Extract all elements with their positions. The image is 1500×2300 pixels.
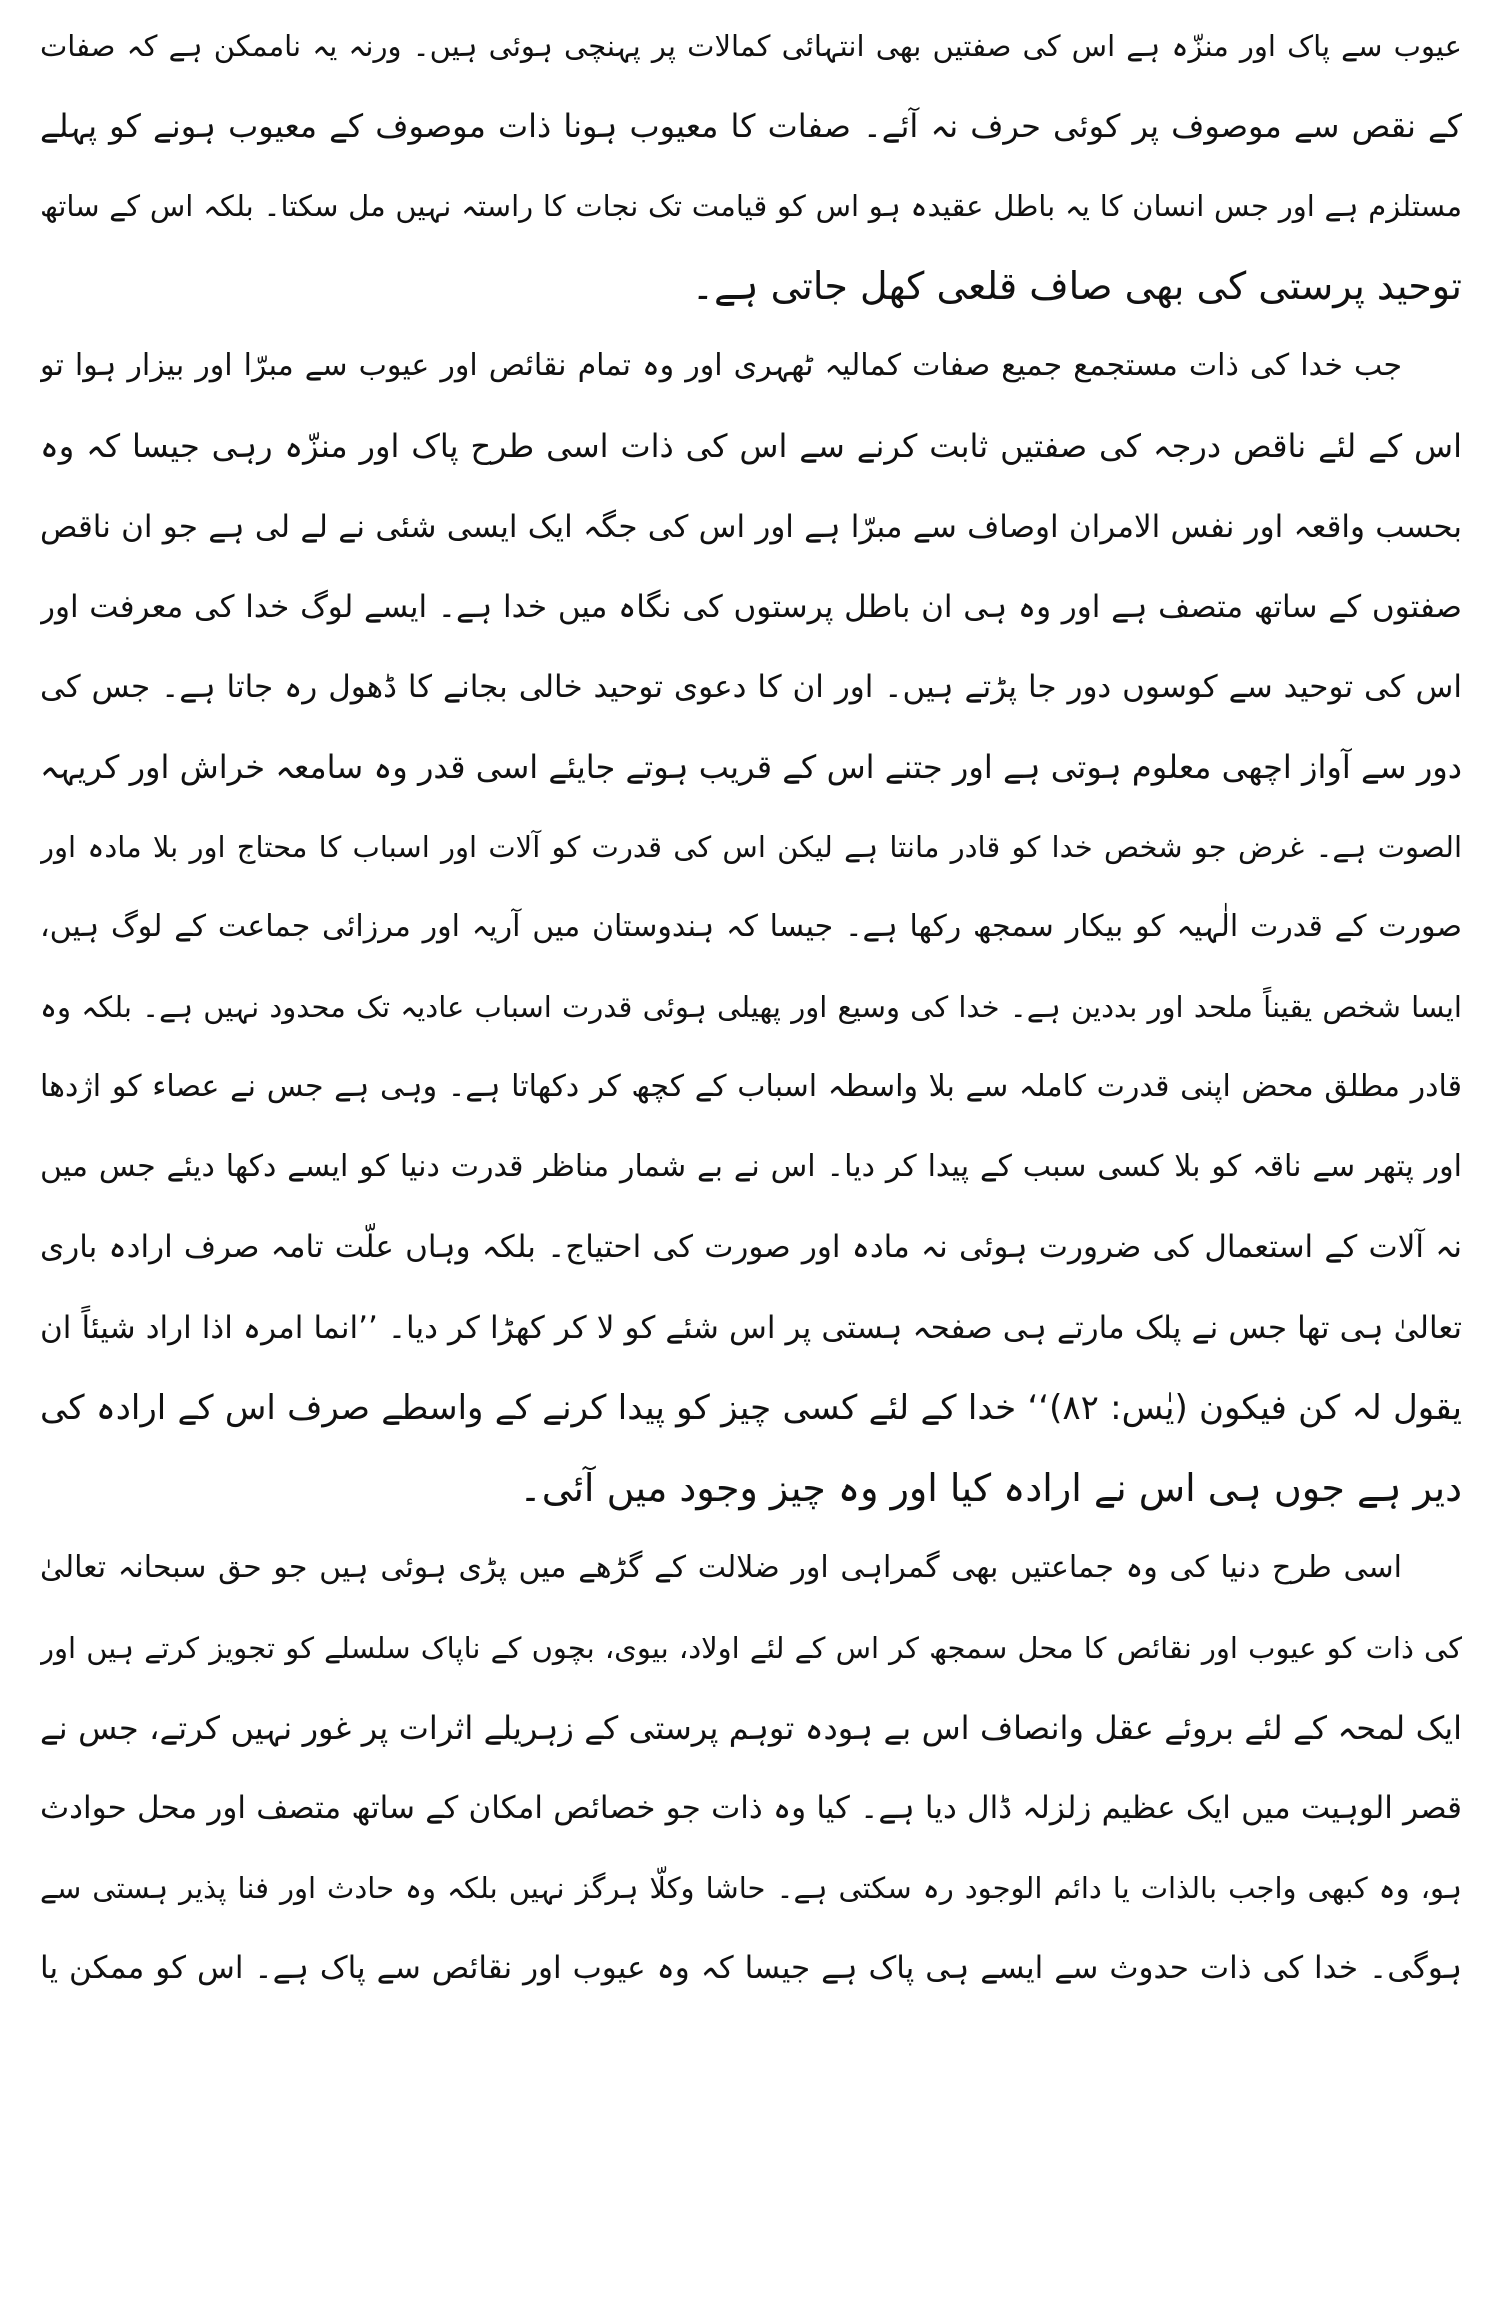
text-line: جب خدا کی ذات مستجمع جمیع صفات کمالیہ ٹھہری اور وہ تمام نقائص اور عیوب سے مبرّا اور بیزار ہوا تو: [40, 348, 1402, 384]
text-line: مستلزم ہے اور جس انسان کا یہ باطل عقیدہ ہو اس کو قیامت تک نجات کا راستہ نہیں مل سکتا۔ بلکہ اس کے ساتھ: [40, 189, 1462, 224]
text-line: توحید پرستی کی بھی صاف قلعی کھل جاتی ہے۔: [691, 264, 1462, 309]
paragraph-3: [40, 1528, 1462, 2009]
text-line: قصر الوہیت میں ایک عظیم زلزلہ ڈال دیا ہے۔ کیا وہ ذات جو خصائص امکان کے ساتھ متصف اور محل حوادث: [40, 1790, 1462, 1827]
text-line: صورت کے قدرت الٰہیہ کو بیکار سمجھ رکھا ہے۔ جیسا کہ ہندوستان میں آریہ اور مرزائی جماعت کے لوگ ہیں،: [40, 909, 1462, 945]
text-line: دیر ہے جوں ہی اس نے ارادہ کیا اور وہ چیز وجود میں آئی۔: [519, 1465, 1462, 1510]
document-body: [40, 6, 1462, 2008]
text-line: کے نقص سے موصوف پر کوئی حرف نہ آئے۔ صفات کا معیوب ہونا ذات موصوف کے معیوب ہونے کو پہلے: [40, 107, 1462, 146]
text-line: تعالیٰ ہی تھا جس نے پلک مارتے ہی صفحہ ہستی پر اس شئے کو لا کر کھڑا کر دیا۔ ’’انما امرہ اذا اراد شیئاً ان: [40, 1309, 1462, 1346]
text-line: ہوگی۔ خدا کی ذات حدوث سے ایسے ہی پاک ہے جیسا کہ وہ عیوب اور نقائص سے پاک ہے۔ اس کو ممکن یا: [40, 1950, 1462, 1987]
text-line: اسی طرح دنیا کی وہ جماعتیں بھی گمراہی اور ضلالت کے گڑھے میں پڑی ہوئی ہیں جو حق سبحانہ تعالیٰ: [40, 1549, 1402, 1585]
paragraph-1: [40, 6, 1462, 326]
text-line: الصوت ہے۔ غرض جو شخص خدا کو قادر مانتا ہے لیکن اس کی قدرت کو آلات اور اسباب کا محتاج اور بلا مادہ اور: [40, 829, 1462, 864]
text-line: ہو، وہ کبھی واجب بالذات یا دائم الوجود رہ سکتی ہے۔ حاشا وکلّا ہرگز نہیں بلکہ وہ حادث اور فنا پذیر ہستی سے: [40, 1871, 1462, 1906]
text-line: یقول لہ کن فیکون (یٰس: ۸۲)‘‘ خدا کے لئے کسی چیز کو پیدا کرنے کے واسطے صرف اس کے ارادہ کی: [40, 1387, 1462, 1428]
text-line: ایسا شخص یقیناً ملحد اور بددین ہے۔ خدا کی وسیع اور پھیلی ہوئی قدرت اسباب عادیہ تک محدود نہیں ہے۔ بلکہ وہ: [40, 990, 1462, 1025]
text-line: صفتوں کے ساتھ متصف ہے اور وہ ہی ان باطل پرستوں کی نگاہ میں خدا ہے۔ ایسے لوگ خدا کی معرفت اور: [40, 588, 1462, 625]
text-line: عیوب سے پاک اور منزّہ ہے اس کی صفتیں بھی انتہائی کمالات پر پہنچی ہوئی ہیں۔ ورنہ یہ ناممکن ہے کہ صفات: [40, 29, 1462, 63]
paragraph-2: [40, 326, 1462, 1527]
text-line: قادر مطلق محض اپنی قدرت کاملہ سے بلا واسطہ اسباب کے کچھ کر دکھاتا ہے۔ وہی ہے جس نے عصاء کو اژدھا: [40, 1069, 1462, 1105]
text-line: نہ آلات کے استعمال کی ضرورت ہوئی نہ مادہ اور صورت کی احتیاج۔ بلکہ وہاں علّت تامہ صرف ارادہ باری: [40, 1229, 1462, 1266]
text-line: کی ذات کو عیوب اور نقائص کا محل سمجھ کر اس کے لئے اولاد، بیوی، بچوں کے ناپاک سلسلے کو تجویز کرتے ہیں اور: [40, 1630, 1462, 1665]
text-line: دور سے آواز اچھی معلوم ہوتی ہے اور جتنے اس کے قریب ہوتے جایئے اسی قدر وہ سامعہ خراش اور کریہہ: [40, 747, 1462, 786]
text-line: اس کے لئے ناقص درجہ کی صفتیں ثابت کرنے سے اس کی ذات اسی طرح پاک اور منزّہ رہی جیسا کہ وہ: [40, 427, 1462, 466]
text-line: اور پتھر سے ناقہ کو بلا کسی سبب کے پیدا کر دیا۔ اس نے بے شمار مناظر قدرت دنیا کو ایسے دکھا دیئے جس میں: [40, 1149, 1462, 1185]
text-line: ایک لمحہ کے لئے بروئے عقل وانصاف اس بے ہودہ توہم پرستی کے زہریلے اثرات پر غور نہیں کرتے، جس نے: [40, 1708, 1462, 1747]
text-line: بحسب واقعہ اور نفس الامران اوصاف سے مبرّا ہے اور اس کی جگہ ایک ایسی شئی نے لے لی ہے جو ان ناقص: [40, 508, 1462, 545]
text-line: اس کی توحید سے کوسوں دور جا پڑتے ہیں۔ اور ان کا دعوی توحید خالی بجانے کا ڈھول رہ جاتا ہے۔ جس کی: [40, 668, 1462, 705]
